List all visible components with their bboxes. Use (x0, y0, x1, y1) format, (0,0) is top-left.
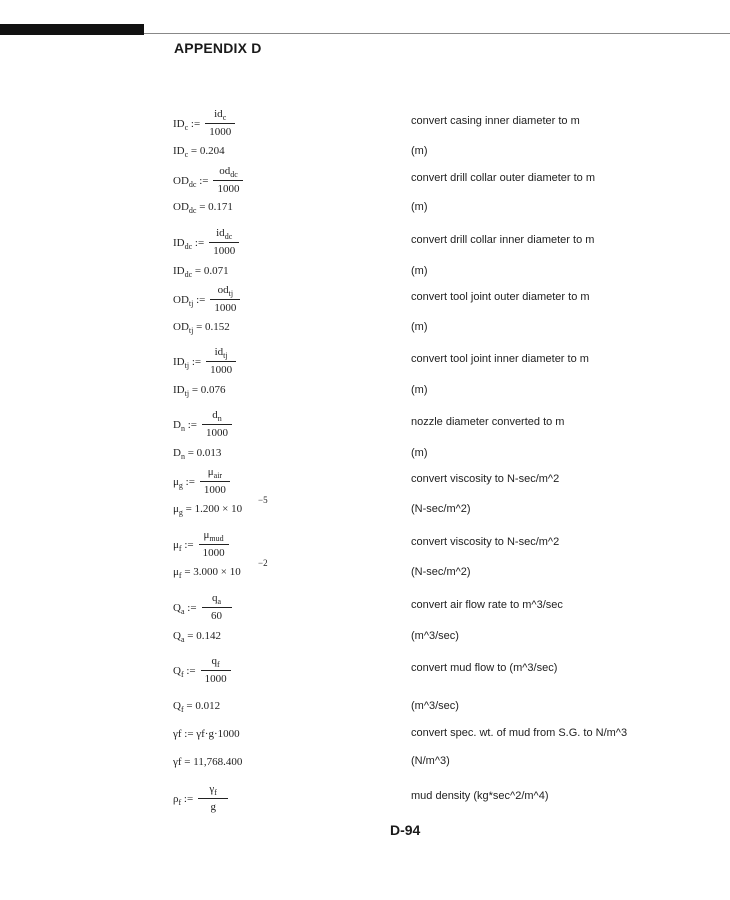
computed-value: $OD_{tj} = 0.152$ (173, 321, 230, 335)
formula-description: convert air flow rate to m^3/sec (411, 599, 563, 611)
unit-label: (m) (411, 321, 428, 333)
unit-label: (N-sec/m^2) (411, 566, 471, 578)
unit-label: (m) (411, 447, 428, 459)
header-bar (0, 24, 144, 35)
computed-value: $\mu_f = 3.000 \times 10$ (173, 566, 241, 580)
formula-row: $ID_{tj}$ := $\frac{id_{tj}}{1000}$ (173, 346, 236, 377)
unit-label: (m^3/sec) (411, 700, 459, 712)
header-rule (144, 33, 730, 34)
computed-value: $ID_c = 0.204$ (173, 145, 225, 159)
gamma-formula: γf := γf·g·1000 (173, 728, 240, 740)
page-number: D-94 (390, 822, 421, 838)
formula-row: $ID_{dc}$ := $\frac{id_{dc}}{1000}$ (173, 227, 239, 258)
formula-description: convert drill collar inner diameter to m (411, 234, 595, 246)
computed-value: $ID_{dc} = 0.071$ (173, 265, 229, 279)
gamma-unit: (N/m^3) (411, 755, 450, 767)
formula-description: convert tool joint inner diameter to m (411, 353, 589, 365)
formula-row: $ID_c$ := $\frac{id_c}{1000}$ (173, 108, 235, 139)
exponent: −5 (258, 495, 268, 505)
formula-description: convert viscosity to N-sec/m^2 (411, 536, 560, 548)
computed-value: $Q_f = 0.012$ (173, 700, 221, 714)
formula-description: convert viscosity to N-sec/m^2 (411, 473, 560, 485)
computed-value: $Q_a = 0.142$ (173, 630, 221, 644)
rho-lhs: $\rho_f$ := (173, 792, 194, 807)
formula-row: $Q_a$ := $\frac{q_a}{60}$ (173, 592, 232, 623)
computed-value: $ID_{tj} = 0.076$ (173, 384, 226, 398)
computed-value: $\mu_g = 1.200 \times 10$ (173, 503, 243, 517)
unit-label: (m) (411, 384, 428, 396)
formula-description: convert casing inner diameter to m (411, 115, 580, 127)
rho-formula (173, 783, 228, 814)
rho-description: mud density (kg*sec^2/m^4) (411, 790, 549, 802)
gamma-description: convert spec. wt. of mud from S.G. to N/m^3 (411, 727, 628, 739)
formula-row: $\mu_f$ := $\frac{\mu_{mud}}{1000}$ (173, 529, 229, 560)
unit-label: (m) (411, 265, 428, 277)
computed-value: $OD_{dc} = 0.171$ (173, 201, 233, 215)
unit-label: (m) (411, 201, 428, 213)
exponent: −2 (258, 558, 268, 568)
rho-fraction: $\frac{\gamma_f}{g}$ (198, 783, 228, 814)
formula-description: convert mud flow to (m^3/sec) (411, 662, 558, 674)
unit-label: (m^3/sec) (411, 630, 459, 642)
formula-row: $OD_{dc}$ := $\frac{od_{dc}}{1000}$ (173, 165, 243, 196)
formula-row: $OD_{tj}$ := $\frac{od_{tj}}{1000}$ (173, 284, 240, 315)
formula-row: $\mu_g$ := $\frac{\mu_{air}}{1000}$ (173, 466, 230, 497)
formula-description: convert tool joint outer diameter to m (411, 291, 590, 303)
gamma-value: γf = 11,768.400 (173, 756, 243, 768)
unit-label: (N-sec/m^2) (411, 503, 471, 515)
formula-description: convert drill collar outer diameter to m (411, 172, 596, 184)
formula-row: $D_n$ := $\frac{d_n}{1000}$ (173, 409, 232, 440)
formula-description: nozzle diameter converted to m (411, 416, 565, 428)
page-heading: APPENDIX D (174, 40, 262, 56)
computed-value: $D_n = 0.013$ (173, 447, 222, 461)
unit-label: (m) (411, 145, 428, 157)
formula-row: $Q_f$ := $\frac{q_f}{1000}$ (173, 655, 231, 686)
